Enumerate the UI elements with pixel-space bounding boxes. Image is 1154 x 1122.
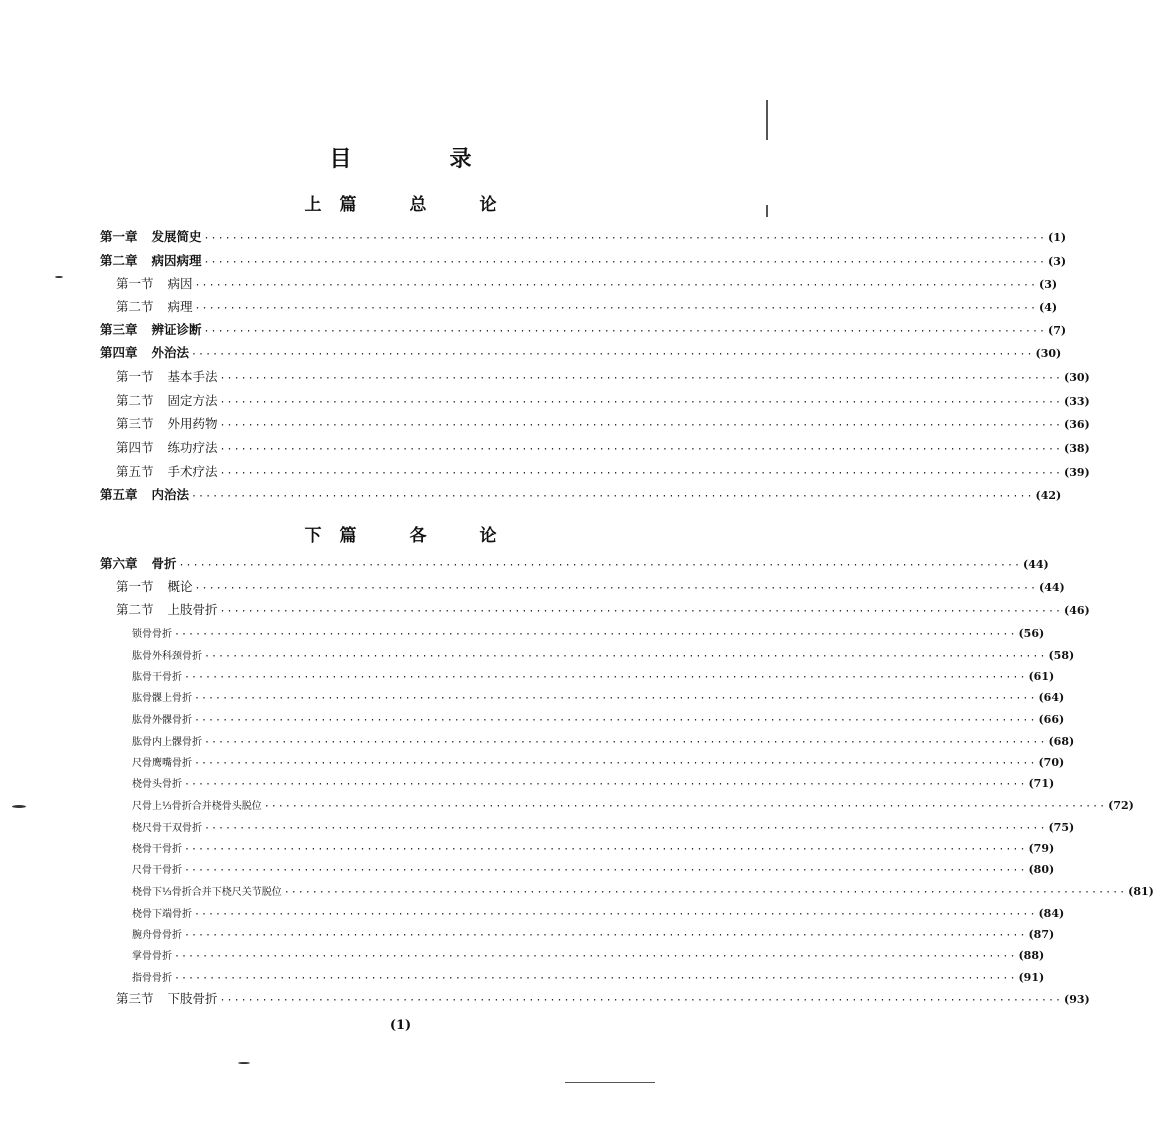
toc-entry-label xyxy=(132,669,182,687)
toc-entry-title: 基本手法 xyxy=(167,369,218,384)
toc-entry-number: 第二节 xyxy=(116,299,154,314)
toc-entry-number: 第六章 xyxy=(100,556,138,571)
toc-entry-page: (30) xyxy=(1035,347,1062,360)
toc-entry-title: 病因病理 xyxy=(151,253,202,268)
leader-dots: ························································································································ xyxy=(283,887,1127,898)
toc-entry-title: 上肢骨折 xyxy=(167,602,218,617)
leader-dots: ························································································································ xyxy=(203,233,1046,244)
leader-dots: ························································································································ xyxy=(219,606,1062,617)
toc-entry-title: 肱骨内上髁骨折 xyxy=(132,737,202,748)
toc-entry-label xyxy=(132,776,182,794)
toc-entry xyxy=(0,883,1154,902)
toc-entry-label xyxy=(132,906,192,924)
toc-entry xyxy=(0,228,1067,248)
leader-dots: ························································································································ xyxy=(219,468,1062,479)
leader-dots: ························································································································ xyxy=(204,823,1047,834)
leader-dots: ························································································································ xyxy=(219,397,1062,408)
toc-entry xyxy=(0,252,1067,272)
toc-entry-label xyxy=(116,578,193,596)
toc-entry-title: 病因 xyxy=(167,276,193,291)
leader-dots: ························································································································ xyxy=(174,973,1017,984)
toc-entry-page: (30) xyxy=(1064,371,1090,384)
leader-dots: ························································································································ xyxy=(204,737,1047,748)
scan-speck xyxy=(238,1062,250,1064)
toc-entry-title: 手术疗法 xyxy=(167,464,218,479)
leader-dots: ························································································································ xyxy=(219,995,1062,1006)
toc-entry xyxy=(0,689,1065,708)
toc-entry-page: (64) xyxy=(1038,691,1065,704)
toc-entry-label xyxy=(100,321,202,339)
toc-entry-title: 桡骨下⅓骨折合并下桡尺关节脱位 xyxy=(132,887,282,898)
toc-entry-label xyxy=(116,275,193,293)
toc-entry-number: 第三节 xyxy=(116,991,154,1006)
toc-entry-title: 骨折 xyxy=(151,556,177,571)
toc-entry-page: (61) xyxy=(1028,670,1055,683)
toc-entry-title: 指骨骨折 xyxy=(132,973,172,984)
toc-entry-title: 桡骨下端骨折 xyxy=(132,909,192,920)
toc-entry xyxy=(0,298,1058,318)
toc-entry-title: 外用药物 xyxy=(167,416,218,431)
toc-entry-page: (91) xyxy=(1018,971,1045,984)
leader-dots: ························································································································ xyxy=(263,801,1107,812)
toc-entry xyxy=(0,439,1090,459)
toc-entry-number: 第二节 xyxy=(116,393,154,408)
leader-dots: ························································································································ xyxy=(178,560,1021,571)
toc-entry-number: 第三章 xyxy=(100,322,138,337)
toc-entry-page: (58) xyxy=(1048,649,1075,662)
leader-dots: ························································································································ xyxy=(194,909,1037,920)
toc-entry-label xyxy=(132,755,192,773)
toc-entry-title: 尺骨干骨折 xyxy=(132,865,182,876)
toc-entry-number: 第一节 xyxy=(116,276,154,291)
leader-dots: ························································································································ xyxy=(219,373,1062,384)
toc-entry-title: 肱骨干骨折 xyxy=(132,672,182,683)
toc-entry xyxy=(0,486,1062,506)
leader-dots: ························································································································ xyxy=(194,280,1037,291)
toc-entry-label xyxy=(132,798,262,816)
scan-mark xyxy=(565,1082,655,1083)
toc-entry-title: 肱骨外科颈骨折 xyxy=(132,651,202,662)
leader-dots: ························································································································ xyxy=(219,444,1062,455)
toc-entry-number: 第四章 xyxy=(100,345,138,360)
toc-entry xyxy=(0,344,1062,364)
toc-entry-page: (38) xyxy=(1064,442,1090,455)
toc-entry-number: 第一节 xyxy=(116,369,154,384)
toc-entry-title: 辨证诊断 xyxy=(151,322,202,337)
toc-entry-label xyxy=(132,734,202,752)
leader-dots: ························································································································ xyxy=(184,672,1027,683)
toc-entry-page: (36) xyxy=(1064,418,1090,431)
toc-entry-page: (80) xyxy=(1028,863,1055,876)
toc-entry xyxy=(0,647,1075,666)
toc-entry-page: (39) xyxy=(1064,466,1090,479)
leader-dots: ························································································································ xyxy=(204,651,1047,662)
toc-entry-page: (81) xyxy=(1128,885,1154,898)
toc-entry-title: 概论 xyxy=(167,579,193,594)
toc-entry-label xyxy=(116,463,218,481)
toc-entry-label xyxy=(116,601,218,619)
toc-entry-page: (93) xyxy=(1064,993,1090,1006)
toc-entry-label xyxy=(100,555,177,573)
toc-entry xyxy=(0,861,1055,880)
toc-entry-title: 下肢骨折 xyxy=(167,991,218,1006)
toc-entry-page: (44) xyxy=(1039,581,1065,594)
toc-entry-title: 肱骨髁上骨折 xyxy=(132,693,192,704)
toc-entry-number: 第三节 xyxy=(116,416,154,431)
leader-dots: ························································································································ xyxy=(203,326,1046,337)
toc-entry-title: 尺骨上⅓骨折合并桡骨头脱位 xyxy=(132,801,262,812)
toc-entry-label xyxy=(132,712,192,730)
toc-entry-page: (33) xyxy=(1064,395,1090,408)
toc-entry-title: 外治法 xyxy=(151,345,190,360)
leader-dots: ························································································································ xyxy=(194,693,1037,704)
toc-entry-label xyxy=(132,884,282,902)
scan-speck xyxy=(12,805,26,808)
toc-entry-label xyxy=(132,841,182,859)
toc-entry-title: 肱骨外髁骨折 xyxy=(132,715,192,726)
toc-entry xyxy=(0,321,1067,341)
toc-entry xyxy=(0,969,1045,988)
toc-entry-page: (44) xyxy=(1023,558,1049,571)
toc-entry-title: 锁骨骨折 xyxy=(132,629,172,640)
toc-entry-page: (3) xyxy=(1039,278,1058,291)
toc-entry xyxy=(0,947,1045,966)
toc-entry-number: 第五节 xyxy=(116,464,154,479)
toc-entry-label xyxy=(116,439,218,457)
toc-entry-label xyxy=(116,392,218,410)
toc-entry xyxy=(0,415,1090,435)
toc-entry-label xyxy=(132,862,182,880)
toc-entry-label xyxy=(116,990,218,1008)
toc-entry-page: (1) xyxy=(1048,231,1067,244)
toc-entry-label xyxy=(100,344,189,362)
scan-mark xyxy=(766,205,768,217)
toc-entry xyxy=(0,775,1055,794)
toc-entry-page: (7) xyxy=(1048,324,1067,337)
leader-dots: ························································································································ xyxy=(184,930,1027,941)
toc-entry-label xyxy=(132,948,172,966)
leader-dots: ························································································································ xyxy=(174,951,1017,962)
toc-entry-label xyxy=(132,970,172,988)
toc-entry xyxy=(0,905,1065,924)
toc-entry-page: (42) xyxy=(1035,489,1062,502)
leader-dots: ························································································································ xyxy=(174,629,1017,640)
leader-dots: ························································································································ xyxy=(203,257,1046,268)
leader-dots: ························································································································ xyxy=(184,865,1027,876)
toc-entry-label xyxy=(116,298,193,316)
part1-heading: 上篇 总 论 xyxy=(304,195,515,215)
toc-entry-number: 第五章 xyxy=(100,487,138,502)
toc-entry-title: 病理 xyxy=(167,299,193,314)
toc-entry xyxy=(0,578,1065,598)
toc-entry xyxy=(0,463,1090,483)
toc-entry xyxy=(0,926,1055,945)
toc-entry xyxy=(0,392,1090,412)
toc-entry-label xyxy=(100,252,202,270)
toc-entry-page: (84) xyxy=(1038,907,1065,920)
page-number: (1) xyxy=(389,1018,412,1033)
toc-entry-page: (66) xyxy=(1038,713,1065,726)
toc-entry xyxy=(0,668,1055,687)
leader-dots: ························································································································ xyxy=(194,303,1037,314)
part2-heading: 下篇 各 论 xyxy=(304,526,515,546)
toc-entry-page: (3) xyxy=(1048,255,1067,268)
toc-entry xyxy=(0,840,1055,859)
leader-dots: ························································································································ xyxy=(191,349,1034,360)
toc-entry-page: (56) xyxy=(1018,627,1045,640)
scan-speck xyxy=(55,276,63,278)
toc-entry xyxy=(0,819,1075,838)
toc-entry-page: (72) xyxy=(1108,799,1134,812)
leader-dots: ························································································································ xyxy=(219,420,1062,431)
toc-entry xyxy=(0,711,1065,730)
toc-entry xyxy=(0,797,1134,816)
toc-entry-number: 第四节 xyxy=(116,440,154,455)
toc-entry-number: 第二节 xyxy=(116,602,154,617)
toc-entry-label xyxy=(116,368,218,386)
toc-entry-page: (88) xyxy=(1018,949,1045,962)
toc-entry xyxy=(0,368,1090,388)
toc-entry-page: (46) xyxy=(1064,604,1090,617)
toc-entry-label xyxy=(132,820,202,838)
toc-entry-page: (71) xyxy=(1028,777,1055,790)
toc-entry-page: (68) xyxy=(1048,735,1075,748)
toc-entry xyxy=(0,754,1065,773)
toc-entry-title: 掌骨骨折 xyxy=(132,951,172,962)
toc-entry-label xyxy=(100,486,189,504)
toc-entry-title: 桡骨干骨折 xyxy=(132,844,182,855)
leader-dots: ························································································································ xyxy=(184,844,1027,855)
leader-dots: ························································································································ xyxy=(184,779,1027,790)
toc-entry xyxy=(0,555,1049,575)
toc-entry xyxy=(0,601,1090,621)
toc-entry-title: 尺骨鹰嘴骨折 xyxy=(132,758,192,769)
leader-dots: ························································································································ xyxy=(194,583,1037,594)
toc-entry-title: 固定方法 xyxy=(167,393,218,408)
leader-dots: ························································································································ xyxy=(194,758,1037,769)
toc-entry-page: (4) xyxy=(1039,301,1058,314)
toc-entry-title: 腕舟骨骨折 xyxy=(132,930,182,941)
toc-entry-page: (70) xyxy=(1038,756,1065,769)
toc-entry-number: 第一章 xyxy=(100,229,138,244)
toc-entry-label xyxy=(116,415,218,433)
toc-entry-number: 第二章 xyxy=(100,253,138,268)
leader-dots: ························································································································ xyxy=(191,491,1034,502)
toc-entry-title: 内治法 xyxy=(151,487,190,502)
toc-entry-page: (79) xyxy=(1028,842,1055,855)
toc-entry-label xyxy=(100,228,202,246)
toc-entry-title: 练功疗法 xyxy=(167,440,218,455)
toc-entry-title: 桡尺骨干双骨折 xyxy=(132,823,202,834)
toc-entry-title: 桡骨头骨折 xyxy=(132,779,182,790)
toc-entry-label xyxy=(132,927,182,945)
toc-entry-label xyxy=(132,626,172,644)
toc-entry-label xyxy=(132,648,202,666)
scan-mark xyxy=(766,100,768,140)
page-title: 目 录 xyxy=(329,146,510,172)
leader-dots: ························································································································ xyxy=(194,715,1037,726)
toc-entry xyxy=(0,625,1045,644)
toc-entry xyxy=(0,275,1058,295)
toc-entry xyxy=(0,990,1090,1010)
toc-entry xyxy=(0,733,1075,752)
toc-entry-page: (87) xyxy=(1028,928,1055,941)
toc-entry-title: 发展简史 xyxy=(151,229,202,244)
toc-entry-page: (75) xyxy=(1048,821,1075,834)
toc-entry-number: 第一节 xyxy=(116,579,154,594)
toc-entry-label xyxy=(132,690,192,708)
